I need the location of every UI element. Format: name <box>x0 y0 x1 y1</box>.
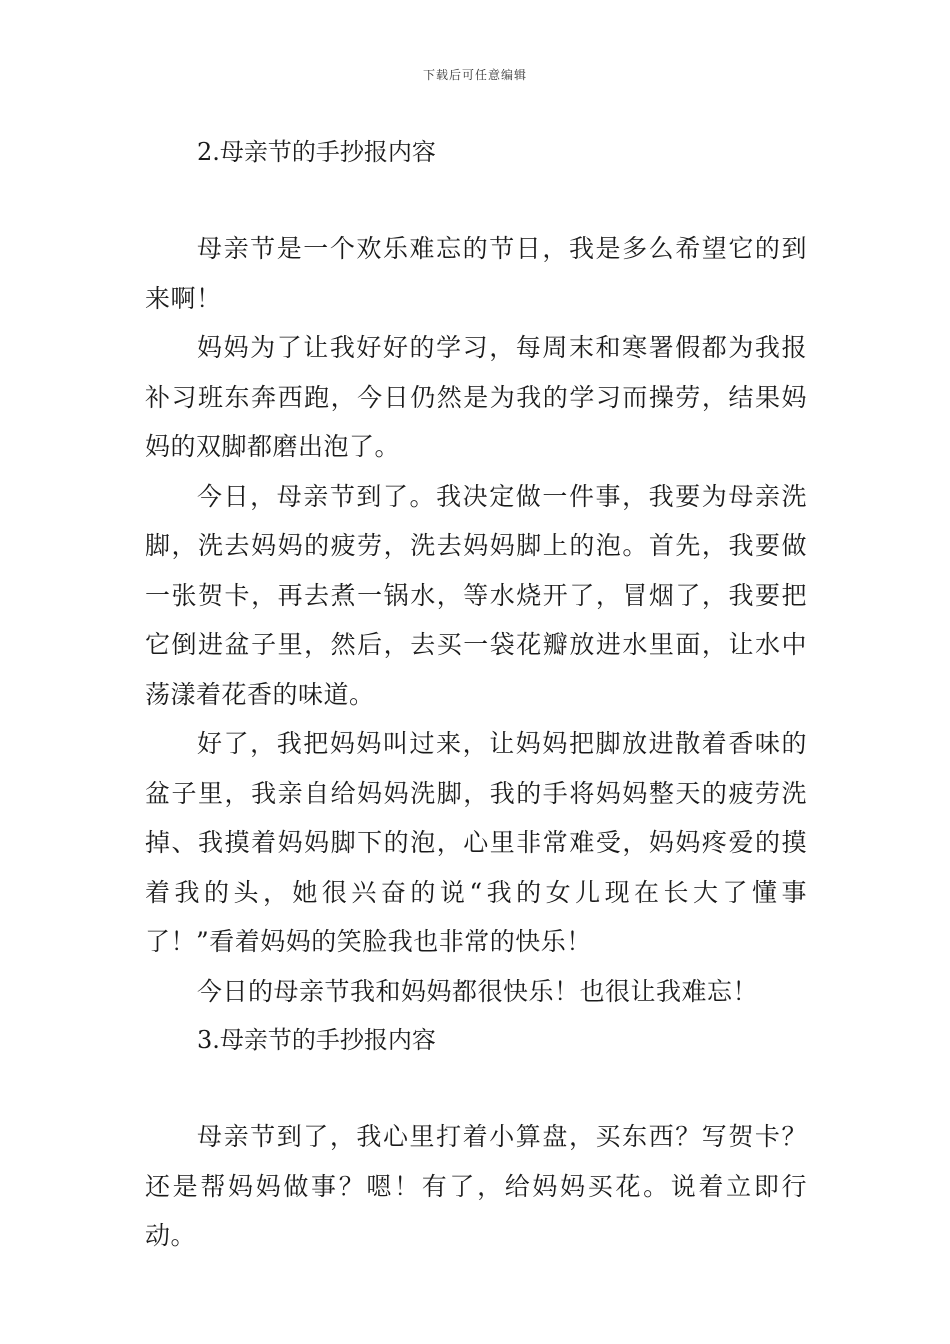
section-heading: 2.母亲节的手抄报内容 <box>197 138 436 166</box>
paragraph: 好了，我把妈妈叫过来，让妈妈把脚放进散着香味的盆子里，我亲自给妈妈洗脚，我的手将妈妈整天的疲劳洗掉、我摸着妈妈脚下的泡，心里非常难受，妈妈疼爱的摸着我的头，她很兴奋的说“我的女儿现在长大了懂事了！”看着妈妈的笑脸我也非常的快乐！ <box>145 729 807 956</box>
page-header-note: 下载后可任意编辑 <box>422 68 527 82</box>
paragraph: 母亲节是一个欢乐难忘的节日，我是多么希望它的到来啊！ <box>145 234 807 313</box>
section-heading: 3.母亲节的手抄报内容 <box>197 1026 436 1054</box>
paragraph: 母亲节到了，我心里打着小算盘，买东西？写贺卡？还是帮妈妈做事？嗯！有了，给妈妈买花。说着立即行动。 <box>145 1122 807 1250</box>
spacer <box>145 176 807 224</box>
paragraph: 妈妈为了让我好好的学习，每周末和寒署假都为我报补习班东奔西跑，今日仍然是为我的学习而操劳，结果妈妈的双脚都磨出泡了。 <box>145 333 807 461</box>
spacer <box>145 1064 807 1112</box>
document-body <box>145 128 807 1261</box>
paragraph: 今日的母亲节我和妈妈都很快乐！也很让我难忘！ <box>197 976 759 1006</box>
paragraph: 今日，母亲节到了。我决定做一件事，我要为母亲洗脚，洗去妈妈的疲劳，洗去妈妈脚上的泡。首先，我要做一张贺卡，再去煮一锅水，等水烧开了，冒烟了，我要把它倒进盆子里，然后，去买一袋花瓣放进水里面，让水中荡漾着花香的味道。 <box>145 481 807 709</box>
